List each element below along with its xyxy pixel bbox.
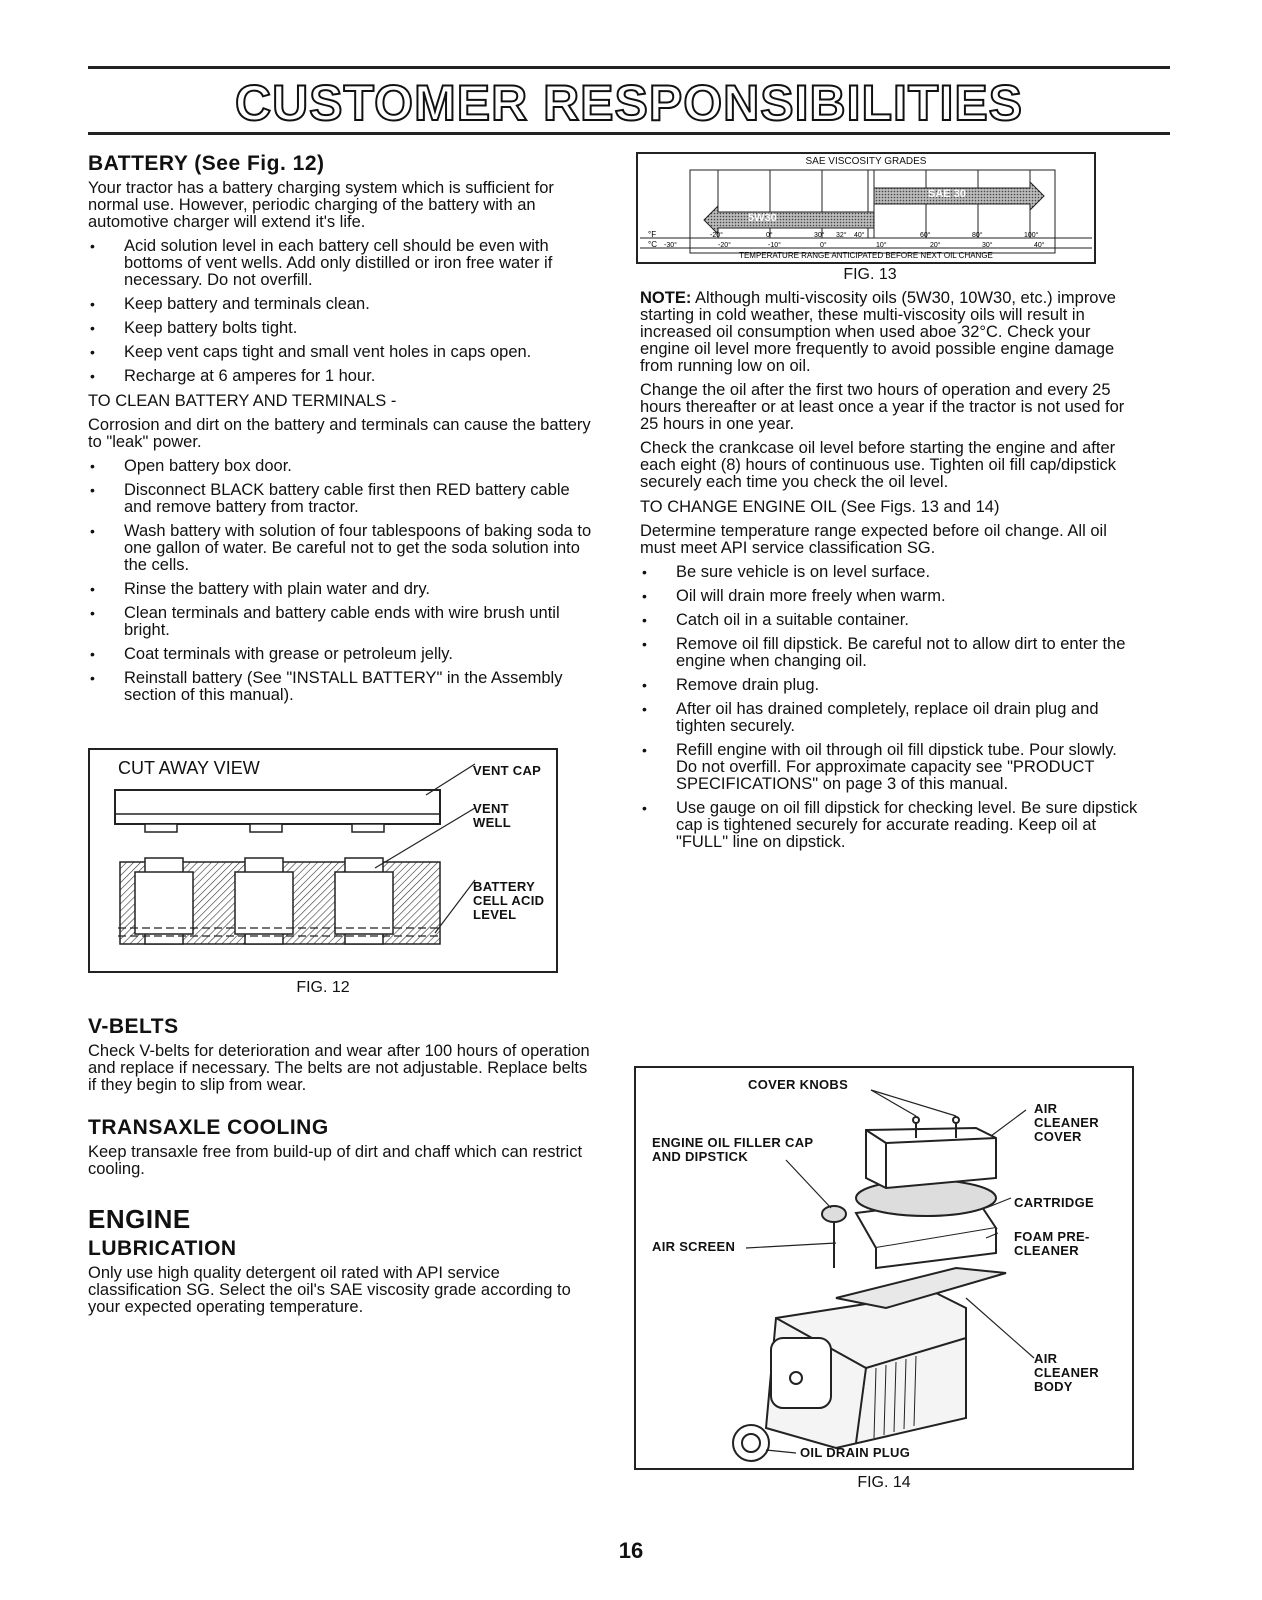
- c-tick: -30°: [664, 242, 677, 249]
- list-item: • Keep battery and terminals clean.: [88, 296, 593, 313]
- c-tick: 30°: [982, 242, 993, 249]
- title-underline: [88, 132, 1170, 135]
- foam-pre-cleaner-label: FOAM PRE-CLEANER: [1014, 1229, 1090, 1258]
- battery-intro: Your tractor has a battery charging system which is sufficient for normal use. However, periodic charging of the battery with an automotive charger will extend it's life.: [88, 179, 554, 231]
- fig13-footer: TEMPERATURE RANGE ANTICIPATED BEFORE NEXT OIL CHANGE: [739, 251, 993, 260]
- clean-battery-bullets: [88, 458, 593, 704]
- list-item: • Remove drain plug.: [640, 677, 1140, 694]
- f-tick: 80°: [972, 232, 983, 239]
- list-item: • Keep battery bolts tight.: [88, 320, 593, 337]
- list-item: • Keep vent caps tight and small vent holes in caps open.: [88, 344, 593, 361]
- list-item: • Clean terminals and battery cable ends with wire brush until bright.: [88, 605, 593, 639]
- air-screen-label: AIR SCREEN: [652, 1239, 736, 1254]
- c-tick: 10°: [876, 242, 887, 249]
- clean-battery-heading: TO CLEAN BATTERY AND TERMINALS -: [88, 392, 397, 410]
- f-tick: 32°: [836, 232, 847, 239]
- transaxle-heading: TRANSAXLE COOLING: [88, 1116, 329, 1139]
- oil-note: [640, 290, 1140, 375]
- c-tick: -20°: [718, 242, 731, 249]
- list-item: • Coat terminals with grease or petroleum jelly.: [88, 646, 593, 663]
- f-tick: 30°: [814, 232, 825, 239]
- fig14-caption: FIG. 14: [857, 1474, 911, 1491]
- list-item: • Remove oil fill dipstick. Be careful not to allow dirt to enter the engine when changing oil.: [640, 636, 1140, 670]
- note-label: NOTE:: [640, 289, 692, 307]
- list-item: • Use gauge on oil fill dipstick for checking level. Be sure dipstick cap is tightened securely for accurate reading. Keep oil at "FULL" line on dipstick.: [640, 800, 1140, 851]
- oil-check-text: Check the crankcase oil level before starting the engine and after each eight (8) hours of continuous use. Tighten oil fill cap/dipstick securely each time you check the oil level.: [640, 439, 1117, 491]
- clean-battery-intro: Corrosion and dirt on the battery and terminals can cause the battery to "leak" power.: [88, 416, 591, 451]
- vent-well-label: VENT WELL: [473, 801, 512, 830]
- fig12-box: [88, 748, 558, 973]
- note-text: Although multi-viscosity oils (5W30, 10W30, etc.) improve starting in cold weather, these multi-viscosity oils will result in increased oil consumption when used aboe 32°C. Check your engine oil level more frequently to avoid possible engine damage from running low on oil.: [640, 289, 1116, 375]
- list-item: • Refill engine with oil through oil fill dipstick tube. Pour slowly. Do not overfill. For approximate capacity see "PRODUCT SPECIFICATIONS" on page 3 of this manual.: [640, 742, 1140, 793]
- vbelts-text: Check V-belts for deterioration and wear after 100 hours of operation and replace if necessary. The belts are not adjustable. Replace belts if they begin to slip from wear.: [88, 1042, 590, 1094]
- engine-heading: ENGINE: [88, 1204, 191, 1234]
- lubrication-text: Only use high quality detergent oil rated with API service classification SG. Select the oil's SAE viscosity grade according to your expected operating temperature.: [88, 1264, 571, 1316]
- air-cleaner-body-label: AIR CLEANER BODY: [1034, 1351, 1099, 1394]
- battery-heading: BATTERY (See Fig. 12): [88, 152, 325, 175]
- f-tick: -20°: [710, 232, 723, 239]
- vent-cap-label: VENT CAP: [473, 763, 542, 778]
- determine-temp-text: Determine temperature range expected before oil change. All oil must meet API service classification SG.: [640, 522, 1107, 557]
- page-title: CUSTOMER RESPONSIBILITIES: [234, 75, 1024, 131]
- list-item: • Catch oil in a suitable container.: [640, 612, 1140, 629]
- page-number: 16: [618, 1538, 644, 1563]
- cartridge-label: CARTRIDGE: [1014, 1195, 1094, 1210]
- oil-change-interval-text: Change the oil after the first two hours of operation and every 25 hours thereafter or at least once a year if the tractor is not used for 25 hours in one year.: [640, 381, 1125, 433]
- fig13-title: SAE VISCOSITY GRADES: [805, 156, 927, 167]
- list-item: • Wash battery with solution of four tablespoons of baking soda to one gallon of water. Be careful not to get the soda solution into the cells.: [88, 523, 593, 574]
- list-item: • Be sure vehicle is on level surface.: [640, 564, 1140, 581]
- air-cleaner-cover-label: AIR CLEANER COVER: [1034, 1101, 1099, 1144]
- viscosity-chart: [638, 154, 1094, 262]
- right-column: [640, 152, 1140, 858]
- list-item: • Disconnect BLACK battery cable first then RED battery cable and remove battery from tractor.: [88, 482, 593, 516]
- list-item: • Reinstall battery (See "INSTALL BATTERY" in the Assembly section of this manual).: [88, 670, 593, 704]
- sae30-label: SAE 30: [928, 188, 966, 200]
- c-tick: 40°: [1034, 242, 1045, 249]
- list-item: • Oil will drain more freely when warm.: [640, 588, 1140, 605]
- 5w30-label: 5W30: [748, 212, 777, 224]
- fig12-title: CUT AWAY VIEW: [118, 758, 260, 778]
- c-unit-text: °C: [648, 240, 657, 249]
- list-item: • Open battery box door.: [88, 458, 593, 475]
- fig13-box: [636, 152, 1096, 264]
- change-oil-bullets: [640, 564, 1140, 851]
- top-rule: [88, 66, 1170, 69]
- f-tick: 60°: [920, 232, 931, 239]
- transaxle-text: Keep transaxle free from build-up of dirt and chaff which can restrict cooling.: [88, 1143, 583, 1178]
- c-tick: 20°: [930, 242, 941, 249]
- f-tick: 0°: [766, 232, 773, 239]
- c-tick: -10°: [768, 242, 781, 249]
- cover-knobs-label: COVER KNOBS: [748, 1077, 849, 1092]
- battery-bullets: [88, 238, 593, 385]
- fig13-caption: FIG. 13: [843, 266, 897, 283]
- list-item: • Recharge at 6 amperes for 1 hour.: [88, 368, 593, 385]
- list-item: • Rinse the battery with plain water and dry.: [88, 581, 593, 598]
- oil-drain-plug-label: OIL DRAIN PLUG: [800, 1445, 911, 1460]
- f-tick: 100°: [1024, 232, 1039, 239]
- left-column: [88, 152, 593, 1323]
- battery-acid-level-label: BATTERY CELL ACID LEVEL: [473, 879, 545, 922]
- c-tick: 0°: [820, 242, 827, 249]
- f-tick: 40°: [854, 232, 865, 239]
- list-item: • Acid solution level in each battery cell should be even with bottoms of vent wells. Add only distilled or iron free water if necessary. Do not overfill.: [88, 238, 593, 289]
- change-oil-heading: TO CHANGE ENGINE OIL (See Figs. 13 and 14): [640, 498, 1000, 516]
- engine-oil-filler-label: ENGINE OIL FILLER CAP AND DIPSTICK: [652, 1135, 814, 1164]
- fig12-caption: FIG. 12: [296, 979, 350, 996]
- lubrication-heading: LUBRICATION: [88, 1237, 237, 1260]
- battery-cutaway-illustration: [90, 750, 556, 971]
- f-unit-text: °F: [648, 230, 657, 239]
- vbelts-heading: V-BELTS: [88, 1015, 179, 1038]
- list-item: • After oil has drained completely, replace oil drain plug and tighten securely.: [640, 701, 1140, 735]
- fig14-box: [634, 1066, 1134, 1470]
